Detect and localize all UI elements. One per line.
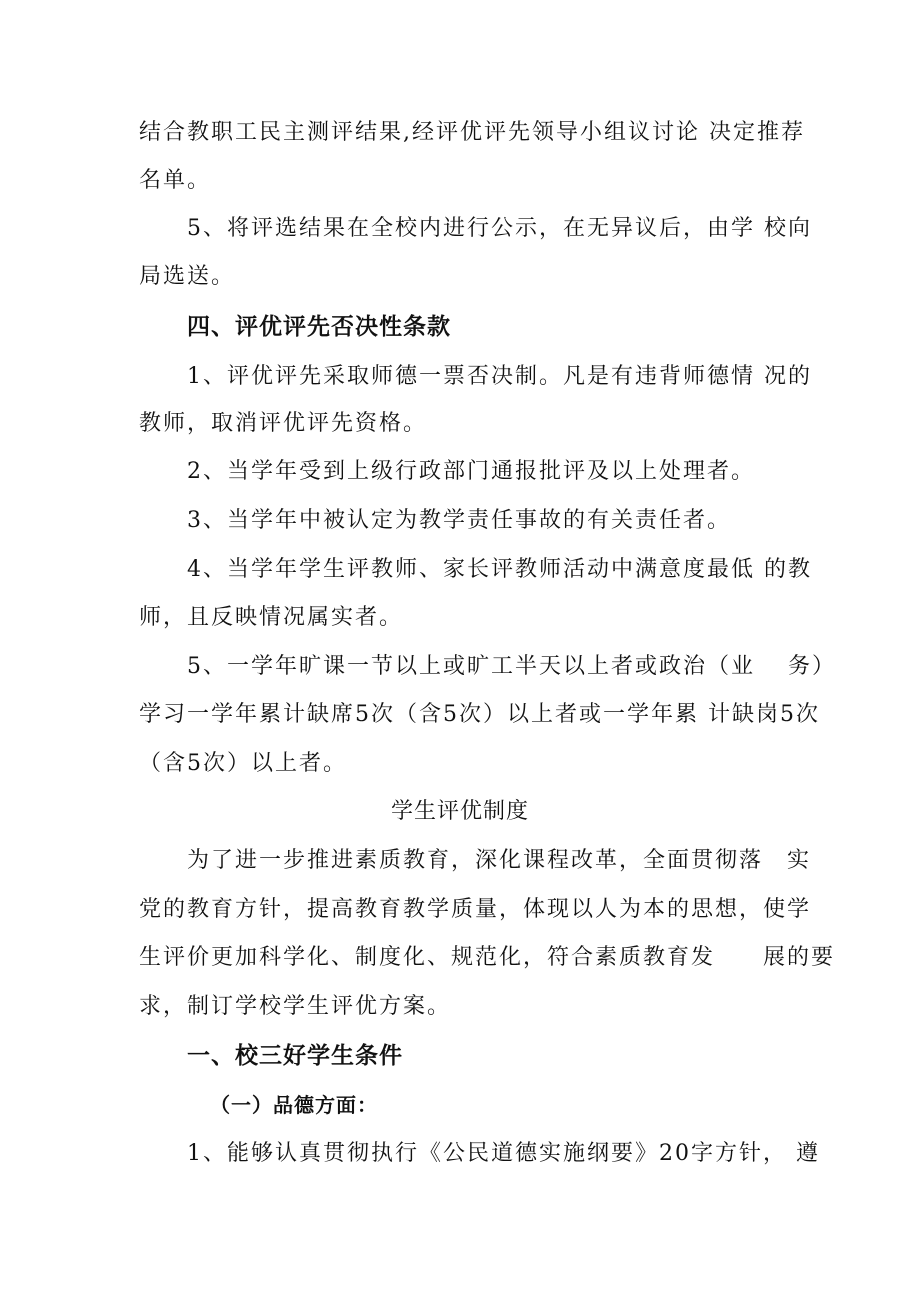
subsection-heading: （一）品德方面： [210,1093,378,1117]
paragraph-line: 生评价更加科学化、制度化、规范化，符合素质教育发 展的要 [139,945,836,970]
list-item-line: 4、当学年学生评教师、家长评教师活动中满意度最低 的教 [187,557,812,582]
list-item-line: 3、当学年中被认定为教学责任事故的有关责任者。 [187,508,731,533]
section-heading: 一、校三好学生条件 [187,1043,403,1069]
list-item-line: 1、评优评先采取师德一票否决制。凡是有违背师德情 况的 [187,364,812,389]
paragraph-line: （含5次）以上者。 [139,751,347,776]
paragraph-line: 局选送。 [139,264,236,289]
list-item-line: 1、能够认真贯彻执行《公民道德实施纲要》20字方针， 遵 [187,1141,820,1166]
document-title: 学生评优制度 [390,799,529,824]
list-item-line: 2、当学年受到上级行政部门通报批评及以上处理者。 [187,459,755,484]
paragraph-line: 教师，取消评优评先资格。 [139,411,428,436]
paragraph-line: 党的教育方针，提高教育教学质量，体现以人为本的思想，使学 [139,897,812,922]
paragraph-line: 师，且反映情况属实者。 [139,605,404,630]
paragraph-line: 学习一学年累计缺席5次（含5次）以上者或一学年累 计缺岗5次 [139,702,820,727]
list-item-line: 5、将评选结果在全校内进行公示，在无异议后，由学 校向 [187,216,812,241]
paragraph-line: 求，制订学校学生评优方案。 [139,994,452,1019]
section-heading: 四、评优评先否决性条款 [187,314,451,340]
list-item-line: 5、一学年旷课一节以上或旷工半天以上者或政治（业 务） [187,654,836,679]
paragraph-line: 名单。 [139,168,212,193]
paragraph-line: 结合教职工民主测评结果,经评优评先领导小组议讨论 决定推荐 [139,120,805,145]
paragraph-line: 为了进一步推进素质教育，深化课程改革，全面贯彻落 实 [187,848,812,873]
